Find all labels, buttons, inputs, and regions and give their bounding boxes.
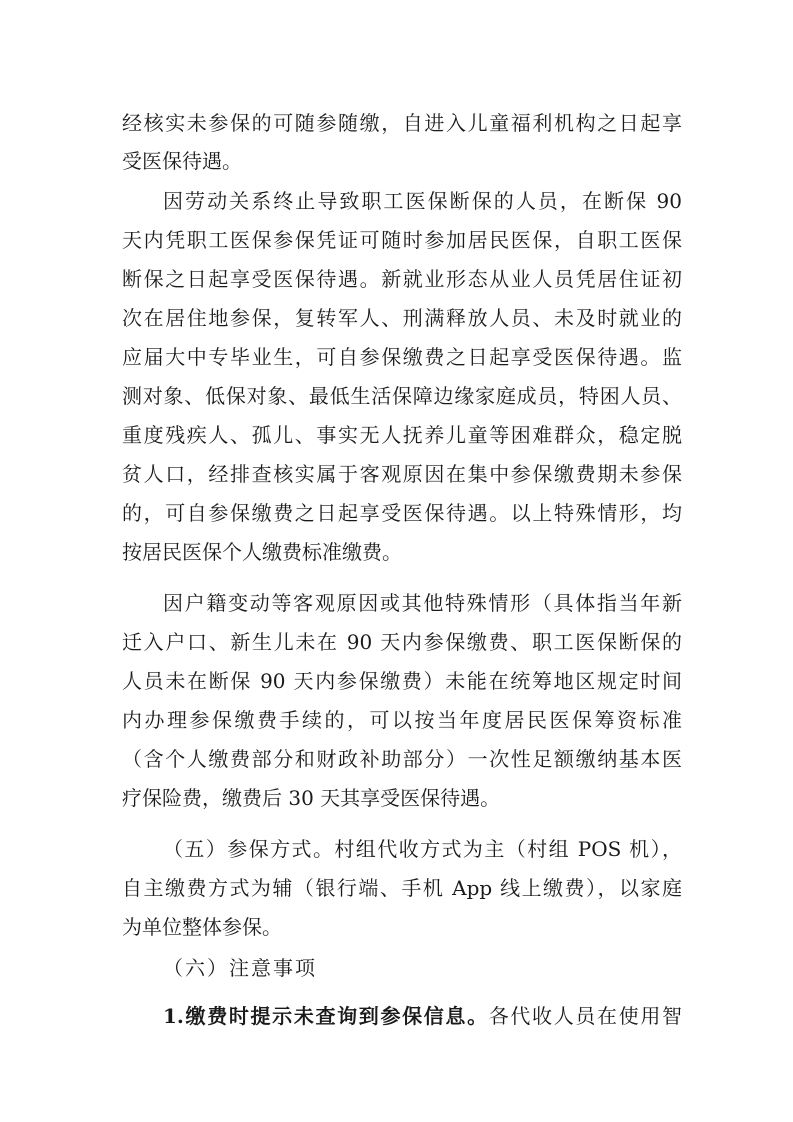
paragraph-3-line-1: 因户籍变动等客观原因或其他特殊情形（具体指当年新 xyxy=(163,591,682,615)
paragraph-2-line-8: 贫人口，经排查核实属于客观原因在集中参保缴费期未参保 xyxy=(122,462,682,486)
paragraph-3-line-6: 疗保险费，缴费后 30 天其享受医保待遇。 xyxy=(122,786,501,810)
paragraph-2-line-2: 天内凭职工医保参保凭证可随时参加居民医保，自职工医保 xyxy=(122,228,682,252)
section-heading-6: （六）注意事项 xyxy=(163,956,317,980)
paragraph-2-line-1: 因劳动关系终止导致职工医保断保的人员，在断保 90 xyxy=(163,189,682,213)
paragraph-3-line-4: 内办理参保缴费手续的，可以按当年度居民医保筹资标准 xyxy=(122,708,682,732)
paragraph-4-line-1: （五）参保方式。村组代收方式为主（村组 POS 机）， xyxy=(163,837,682,861)
paragraph-2-line-7: 重度残疾人、孤儿、事实无人抚养儿童等困难群众，稳定脱 xyxy=(122,423,682,447)
item-1-title: 1.缴费时提示未查询到参保信息。 xyxy=(163,1004,489,1028)
paragraph-4-line-3: 为单位整体参保。 xyxy=(122,915,282,939)
paragraph-2-line-3: 断保之日起享受医保待遇。新就业形态从业人员凭居住证初 xyxy=(122,267,682,291)
paragraph-2-line-4: 次在居住地参保，复转军人、刑满释放人员、未及时就业的 xyxy=(122,306,682,330)
paragraph-2-line-10: 按居民医保个人缴费标准缴费。 xyxy=(122,540,402,564)
paragraph-3-line-5: （含个人缴费部分和财政补助部分）一次性足额缴纳基本医 xyxy=(122,747,682,771)
paragraph-1-line-1: 经核实未参保的可随参随缴，自进入儿童福利机构之日起享 xyxy=(122,111,682,135)
paragraph-1-line-2: 受医保待遇。 xyxy=(122,149,242,173)
item-1-line xyxy=(163,997,682,1035)
paragraph-2-line-5: 应届大中专毕业生，可自参保缴费之日起享受医保待遇。监 xyxy=(122,345,682,369)
paragraph-3-line-3: 人员未在断保 90 天内参保缴费）未能在统筹地区规定时间 xyxy=(122,669,682,693)
item-1-text: 各代收人员在使用智 xyxy=(488,1004,682,1028)
paragraph-3-line-2: 迁入户口、新生儿未在 90 天内参保缴费、职工医保断保的 xyxy=(122,630,682,654)
paragraph-4-line-2: 自主缴费方式为辅（银行端、手机 App 线上缴费），以家庭 xyxy=(122,876,682,900)
paragraph-2-line-9: 的，可自参保缴费之日起享受医保待遇。以上特殊情形，均 xyxy=(122,501,682,525)
paragraph-2-line-6: 测对象、低保对象、最低生活保障边缘家庭成员，特困人员、 xyxy=(122,384,682,408)
